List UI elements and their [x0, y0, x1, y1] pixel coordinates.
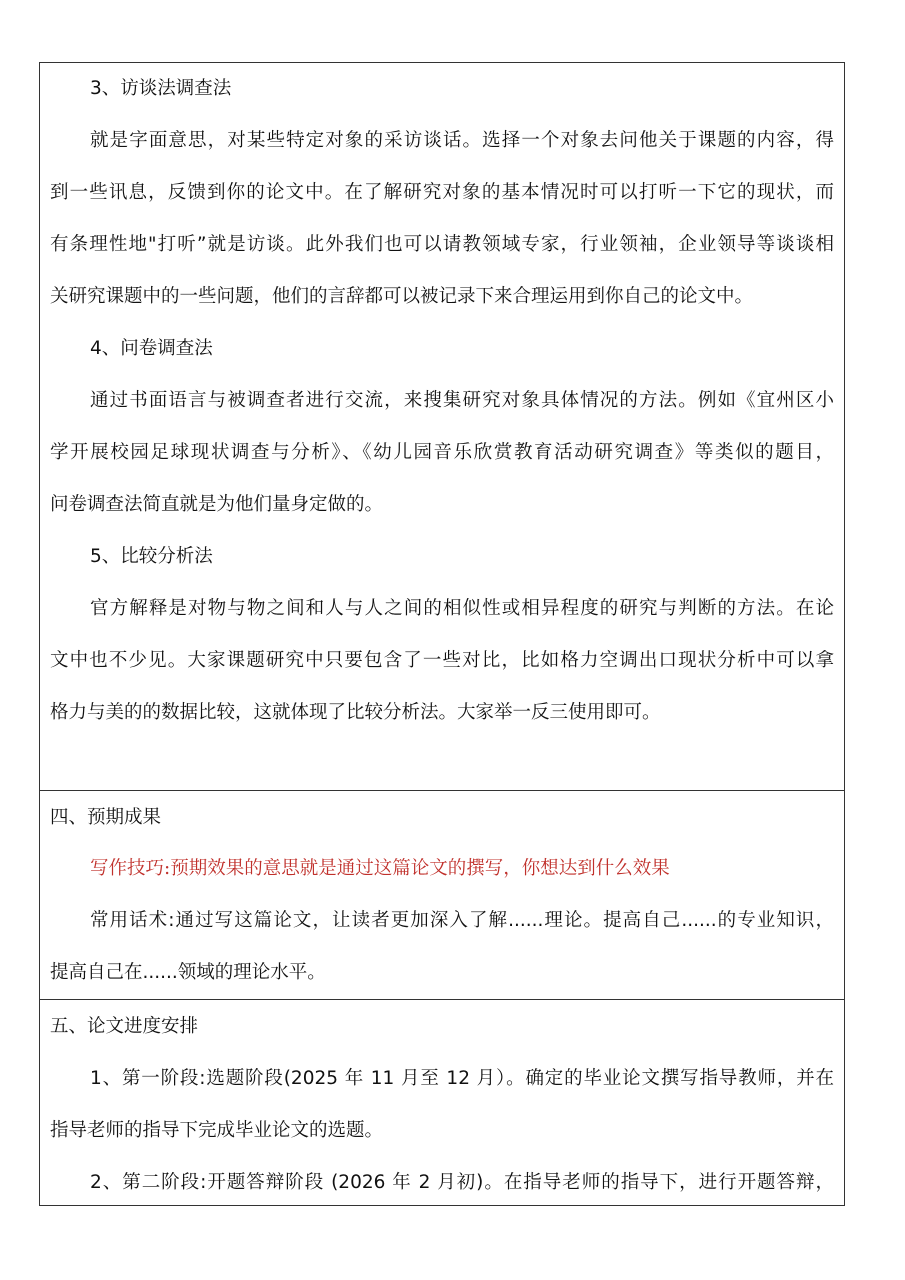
writing-tip: 写作技巧:预期效果的意思就是通过这篇论文的撰写，你想达到什么效果	[90, 858, 670, 879]
common-phrase-line-1: 常用话术:通过写这篇论文，让读者更加深入了解......理论。提高自己......的专业知识，	[90, 910, 834, 931]
method-3-line-3: 有条理性地"打听”就是访谈。此外我们也可以请教领域专家，行业领袖，企业领导等谈谈相	[50, 234, 834, 255]
method-5-title: 5、比较分析法	[90, 546, 213, 567]
document-table	[39, 62, 845, 1206]
expected-results-cell	[40, 790, 844, 999]
method-3-line-2: 到一些讯息，反馈到你的论文中。在了解研究对象的基本情况时可以打听一下它的现状，而	[50, 182, 834, 203]
stage-1-line-1: 1、第一阶段:选题阶段(2025 年 11 月至 12 月）。确定的毕业论文撰写指导教师，并在	[90, 1068, 834, 1089]
common-phrase-line-2: 提高自己在......领域的理论水平。	[50, 962, 326, 983]
method-5-line-3: 格力与美的的数据比较，这就体现了比较分析法。大家举一反三使用即可。	[50, 702, 661, 723]
method-4-line-2: 学开展校园足球现状调查与分析》、《幼儿园音乐欣赏教育活动研究调查》等类似的题目，	[50, 442, 834, 463]
schedule-heading: 五、论文进度安排	[50, 1016, 199, 1037]
method-4-line-1: 通过书面语言与被调查者进行交流，来搜集研究对象具体情况的方法。例如《宜州区小	[90, 390, 834, 411]
schedule-cell	[40, 999, 844, 1205]
method-4-title: 4、问卷调查法	[90, 338, 213, 359]
method-5-line-2: 文中也不少见。大家课题研究中只要包含了一些对比，比如格力空调出口现状分析中可以拿	[50, 650, 834, 671]
method-3-line-4: 关研究课题中的一些问题，他们的言辞都可以被记录下来合理运用到你自己的论文中。	[50, 286, 754, 307]
methods-cell	[40, 63, 844, 790]
stage-2-line-1: 2、第二阶段:开题答辩阶段 (2026 年 2 月初)。在指导老师的指导下，进行开题答辩，	[90, 1172, 834, 1193]
method-3-line-1: 就是字面意思，对某些特定对象的采访谈话。选择一个对象去问他关于课题的内容，得	[90, 130, 834, 151]
method-3-title: 3、访谈法调查法	[90, 78, 232, 99]
expected-results-heading: 四、预期成果	[50, 807, 162, 828]
stage-1-line-2: 指导老师的指导下完成毕业论文的选题。	[50, 1120, 384, 1141]
method-5-line-1: 官方解释是对物与物之间和人与人之间的相似性或相异程度的研究与判断的方法。在论	[90, 598, 834, 619]
method-4-line-3: 问卷调查法简直就是为他们量身定做的。	[50, 494, 384, 515]
